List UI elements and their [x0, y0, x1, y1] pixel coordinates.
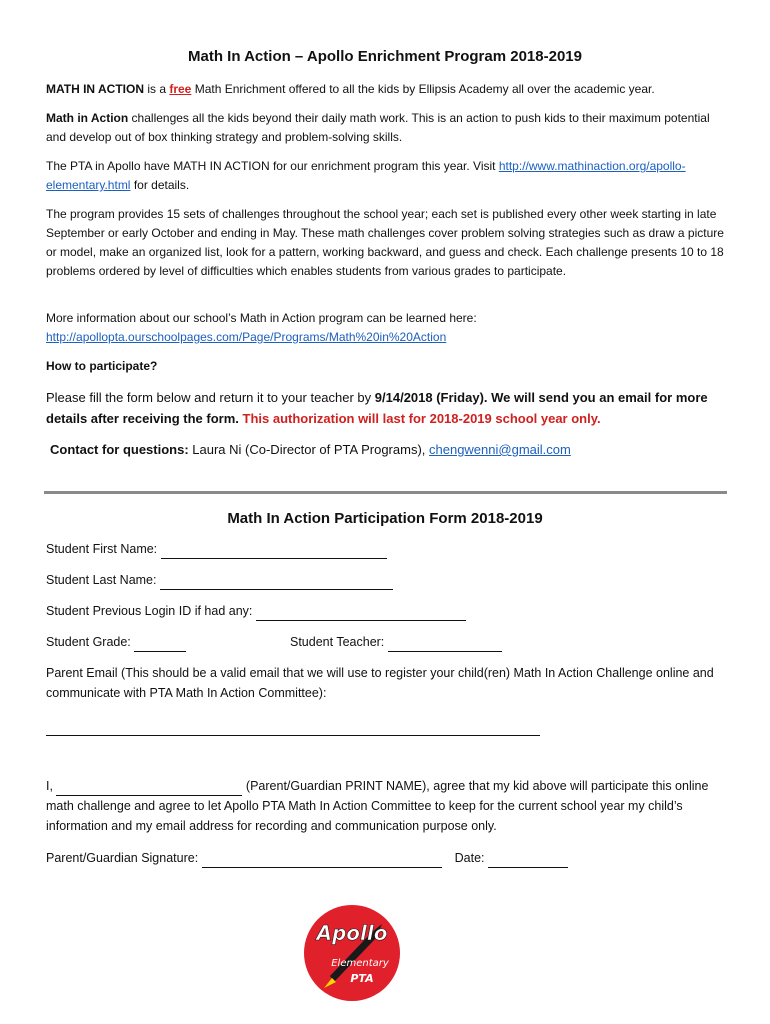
login-id-row — [46, 601, 466, 621]
signature-field[interactable] — [202, 853, 442, 868]
login-id-field[interactable] — [256, 606, 466, 621]
grade-row — [46, 632, 186, 652]
agreement-prefix: I, — [46, 779, 53, 793]
parent-email-field[interactable] — [46, 721, 540, 736]
parent-print-name-field[interactable] — [56, 781, 242, 796]
contact-name: Laura Ni (Co-Director of PTA Programs), — [188, 442, 429, 457]
text: Please fill the form below and return it to your teacher by — [46, 390, 375, 405]
teacher-field[interactable] — [388, 637, 502, 652]
text: More information about our school’s Math in Action program can be learned here: — [46, 311, 477, 325]
program-name: MATH IN ACTION — [46, 82, 144, 96]
signature-label: Parent/Guardian Signature: — [46, 851, 199, 865]
first-name-field[interactable] — [161, 544, 387, 559]
parent-email-row — [46, 716, 540, 736]
participate-heading: How to participate? — [46, 359, 158, 373]
program-name-2: Math in Action — [46, 111, 129, 125]
first-name-label: Student First Name: — [46, 542, 158, 556]
teacher-row — [290, 632, 502, 652]
intro-paragraph-3 — [46, 157, 726, 195]
school-program-link[interactable]: http://apollopta.ourschoolpages.com/Page/Programs/Math%20in%20Action — [46, 330, 447, 344]
intro-paragraph-4: The program provides 15 sets of challenges throughout the school year; each set is published every other week starting in late September or early October and ending in May. These math challenges cover problem solving strategies such as draw a picture or model, make an organized list, look for a pattern, working backward, and guess and check. Each challenge presents 10 to 18 problems ordered by level of difficulties which enables students from various grades to participate. — [46, 207, 724, 278]
form-title: Math In Action Participation Form 2018-2019 — [227, 510, 543, 527]
text: Math Enrichment offered to all the kids by Ellipsis Academy all over the academic year. — [191, 82, 655, 96]
first-name-row — [46, 539, 387, 559]
page-title: Math In Action – Apollo Enrichment Program 2018-2019 — [188, 48, 582, 65]
grade-field[interactable] — [134, 637, 186, 652]
agreement-text: (Parent/Guardian PRINT NAME), agree that my kid above will participate this online math challenge and agree to let Apollo PTA Math In Action Committee to keep for the current school year my child’s information and my email address for recording and communication purpose only. — [46, 779, 709, 833]
logo-text-elementary: Elementary — [331, 958, 389, 969]
deadline: 9/14/2018 (Friday). We will send you an email for more details after receiving the form. — [46, 390, 708, 426]
intro-paragraph-2 — [46, 109, 726, 147]
free-highlight: free — [169, 82, 192, 96]
last-name-label: Student Last Name: — [46, 573, 157, 587]
text: The PTA in Apollo have MATH IN ACTION for our enrichment program this year. Visit — [46, 159, 499, 173]
text: challenges all the kids beyond their daily math work. This is an action to push kids to their maximum potential and develop out of box thinking strategy and problem-solving skills. — [46, 111, 710, 144]
text: for details. — [130, 178, 190, 192]
apollo-pta-logo — [302, 902, 402, 1004]
intro-paragraph-1 — [46, 80, 726, 99]
contact-line — [50, 439, 730, 460]
date-label: Date: — [454, 851, 485, 865]
text: is a — [144, 82, 170, 96]
logo-text-pta: PTA — [350, 972, 374, 985]
signature-row — [46, 848, 568, 868]
last-name-field[interactable] — [160, 575, 393, 590]
participate-instructions — [46, 387, 726, 429]
section-divider — [44, 491, 727, 494]
parent-email-label: Parent Email (This should be a valid email that we will use to register your child(ren) Math In Action Challenge online and communicate with PTA Math In Action Committee): — [46, 666, 714, 700]
last-name-row — [46, 570, 393, 590]
mathinaction-link[interactable]: http://www.mathinaction.org/apollo-elementary.html — [46, 159, 686, 192]
date-field[interactable] — [488, 853, 568, 868]
contact-label: Contact for questions: — [50, 442, 189, 457]
teacher-label: Student Teacher: — [290, 635, 385, 649]
intro-paragraph-5 — [46, 309, 726, 347]
grade-label: Student Grade: — [46, 635, 131, 649]
agreement-paragraph — [46, 776, 726, 836]
login-id-label: Student Previous Login ID if had any: — [46, 604, 253, 618]
logo-text-apollo: Apollo — [316, 921, 388, 945]
contact-email-link[interactable]: chengwenni@gmail.com — [429, 442, 571, 457]
authorization-note: This authorization will last for 2018-2019 school year only. — [238, 411, 601, 426]
